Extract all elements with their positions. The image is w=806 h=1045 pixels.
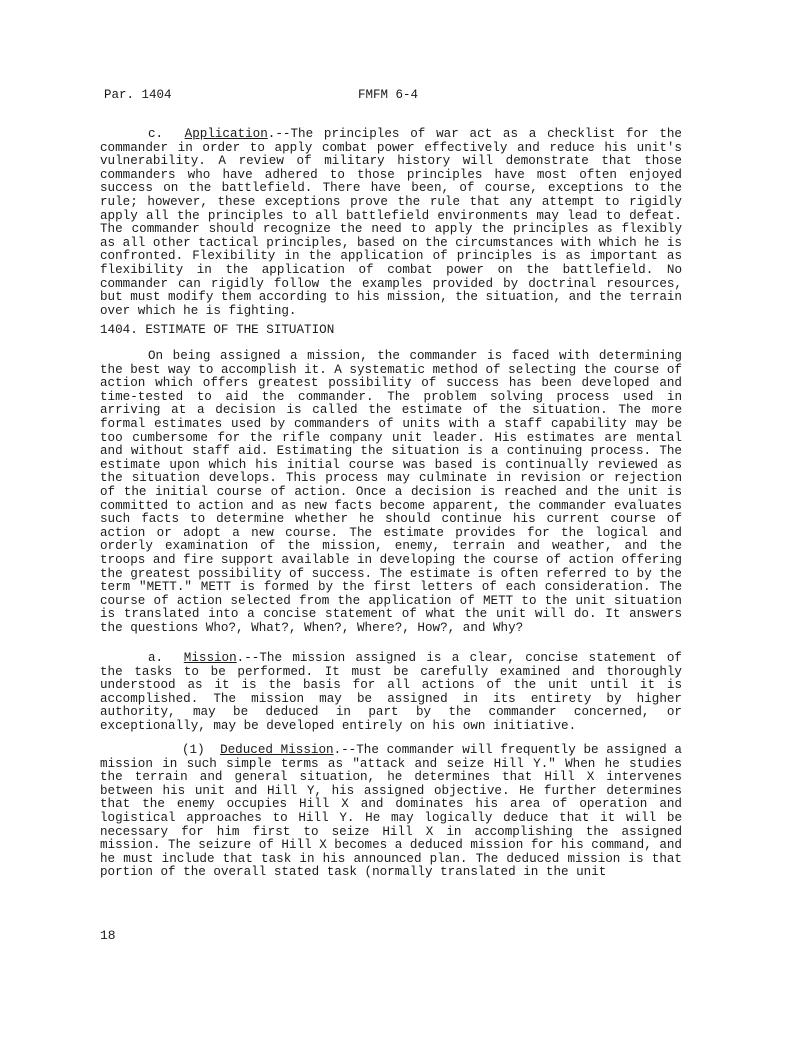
paragraph-body: .--The commander will frequently be assigned a mission in such simple terms as "attack and seize Hill Y." When he studies the terrain and general situation, he determines that Hill X intervenes between his unit and Hill Y, his assigned objective. He further determines that the enemy occupies Hill X and dominates his area of operation and logistical approaches to Hill Y. He may logically deduce that it will be necessary for him first to seize Hill X in accomplishing the assigned mission. The seizure of Hill X becomes a deduced mission for his command, and he must include that task in his announced plan. The deduced mission is that portion of the overall stated task (normally translated in the unit [100,743,682,880]
paragraph-title: Deduced Mission [220,743,334,757]
paragraph-deduced-mission [100,744,682,880]
paragraph-body: On being assigned a mission, the commander is faced with determining the best way to accomplish it. A systematic method of selecting the course of action which offers greatest possibility of success has been developed and time-tested to aid the commander. The problem solving process used in arriving at a decision is called the estimate of the situation. The more formal estimates used by commanders of units with a staff capability may be too cumbersome for the rifle company unit leader. His estimates are mental and without staff aid. Estimating the situation is a continuing process. The estimate upon which his initial course was based is continually reviewed as the situation develops. This process may culminate in revision or rejection of the initial course of action. Once a decision is reached and the unit is committed to action and as new facts become apparent, the commander evaluates such facts to determine whether he should continue his current course of action or adopt a new course. The estimate provides for the logical and orderly examination of the mission, enemy, terrain and weather, and the troops and fire support available in developing the course of action offering the greatest possibility of success. The estimate is often referred to by the term "METT." METT is formed by the first letters of each consideration. The course of action selected from the application of METT to the unit situation is translated into a concise statement of what the unit will do. It answers the questions Who?, What?, When?, Where?, How?, and Why? [100,349,682,635]
paragraph-application [100,128,682,318]
paragraph-title: Mission [183,651,237,665]
paragraph-label: a. [148,651,164,665]
paragraph-mission [100,652,682,734]
page-number: 18 [100,928,116,943]
paragraph-label: c. [148,127,164,141]
section-heading: 1404. ESTIMATE OF THE SITUATION [100,323,335,337]
paragraph-reference: Par. 1404 [104,88,172,102]
manual-identifier: FMFM 6-4 [358,88,419,102]
paragraph-estimate-intro [100,350,682,635]
paragraph-label: (1) [182,743,205,757]
paragraph-title: Application [184,127,268,141]
paragraph-body: .--The mission assigned is a clear, concise statement of the tasks to be performed. It must be carefully examined and thoroughly understood as it is the basis for all actions of the unit until it is accomplished. The mission may be assigned in its entirety by higher authority, may be deduced in part by the commander concerned, or exceptionally, may be developed entirely on his own initiative. [100,651,682,733]
paragraph-body: .--The principles of war act as a checklist for the commander in order to apply combat power effectively and reduce his unit's vulnerability. A review of military history will demonstrate that those commanders who have adhered to those principles have most often enjoyed success on the battlefield. There have been, of course, exceptions to the rule; however, these exceptions prove the rule that any attempt to rigidly apply all the principles to all battlefield environments may lead to defeat. The commander should recognize the need to apply the principles as flexibly as all other tactical principles, based on the circumstances with which he is confronted. Flexibility in the application of principles is as important as flexibility in the application of combat power on the battlefield. No commander can rigidly follow the examples provided by doctrinal resources, but must modify them according to his mission, the situation, and the terrain over which he is fighting. [100,127,682,318]
